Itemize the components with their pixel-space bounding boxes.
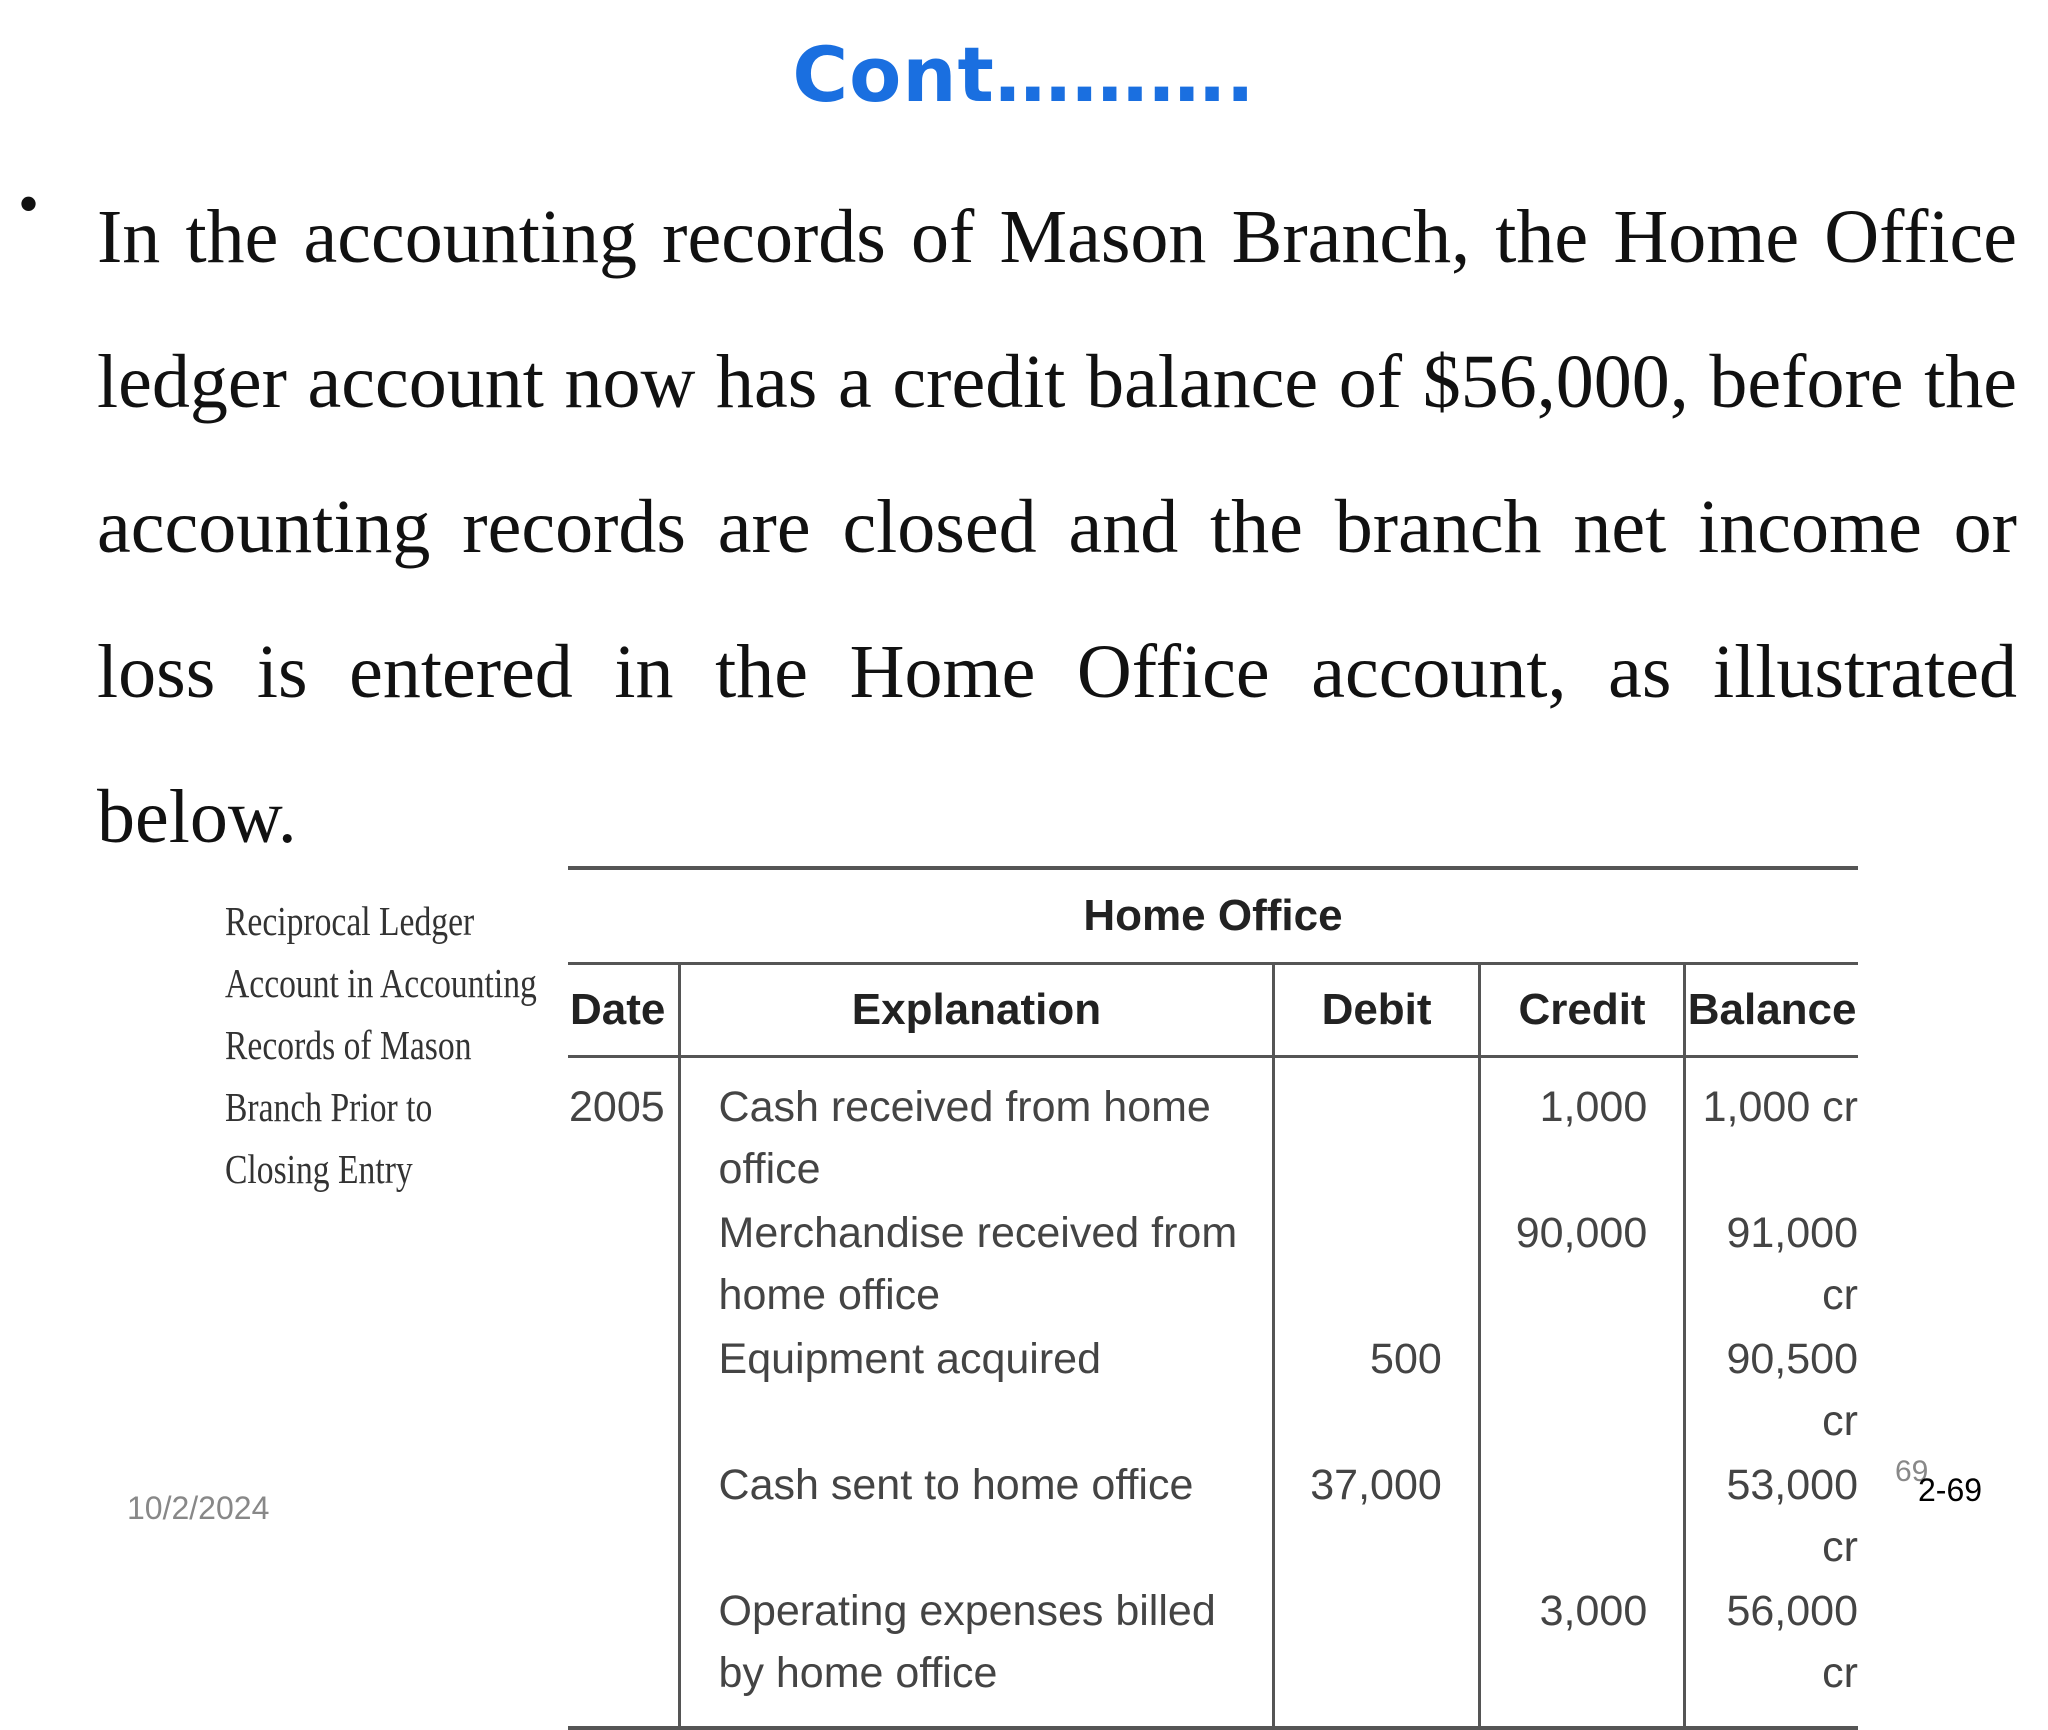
cell-explanation: Operating expenses billed by home office — [679, 1579, 1274, 1726]
cell-credit — [1479, 1453, 1684, 1579]
cell-balance: 56,000 cr — [1726, 1587, 1858, 1697]
header-balance: Balance — [1685, 965, 1858, 1057]
header-date: Date — [568, 965, 679, 1057]
cell-balance: 1,000 cr — [1702, 1083, 1858, 1131]
ledger-table — [568, 965, 1858, 1726]
cell-credit: 3,000 — [1479, 1579, 1684, 1726]
cell-debit — [1274, 1579, 1479, 1726]
cell-debit — [1274, 1057, 1479, 1202]
slide-number: 69 — [1895, 1455, 1929, 1488]
bullet-paragraph: In the accounting records of Mason Branch, the Home Office ledger account now has a credit balance of $56,000, before the accounting records are closed and the branch net income or loss is entered in the Home Office account, as illustrated below. — [97, 195, 2017, 859]
ledger-row — [568, 1327, 1858, 1453]
cell-credit: 1,000 — [1479, 1057, 1684, 1202]
cell-debit — [1274, 1201, 1479, 1327]
cell-date — [568, 1327, 679, 1453]
cell-balance: 53,000 cr — [1726, 1461, 1858, 1571]
cell-date — [568, 1453, 679, 1579]
cell-date — [568, 1201, 679, 1327]
cell-credit — [1479, 1327, 1684, 1453]
footer-date: 10/2/2024 — [127, 1490, 270, 1526]
cell-date — [568, 1579, 679, 1726]
cell-explanation: Merchandise received from home office — [679, 1201, 1274, 1327]
ledger-title: Home Office — [1083, 891, 1343, 940]
caption-line: Reciprocal Ledger — [225, 898, 475, 944]
caption-line: Branch Prior to — [225, 1084, 433, 1130]
bullet-marker: • — [18, 171, 40, 237]
ledger-row — [568, 1453, 1858, 1579]
cell-explanation: Equipment acquired — [679, 1327, 1274, 1453]
header-credit: Credit — [1479, 965, 1684, 1057]
cell-date: 2005 — [568, 1057, 679, 1202]
header-explanation: Explanation — [679, 965, 1274, 1057]
cell-explanation: Cash received from home office — [679, 1057, 1274, 1202]
cell-debit: 500 — [1274, 1327, 1479, 1453]
cell-balance: 90,500 cr — [1726, 1335, 1858, 1445]
cell-balance: 91,000 cr — [1726, 1209, 1858, 1319]
ledger-header-row — [568, 965, 1858, 1057]
ledger-bottom-rule — [568, 1726, 1858, 1730]
home-office-ledger — [568, 866, 1858, 1730]
caption-line: Records of Mason — [225, 1022, 472, 1068]
ledger-caption — [225, 890, 537, 1200]
cell-credit: 90,000 — [1479, 1201, 1684, 1327]
header-debit: Debit — [1274, 965, 1479, 1057]
cell-explanation: Cash sent to home office — [679, 1453, 1274, 1579]
ledger-row — [568, 1057, 1858, 1202]
slide-title: Cont………. — [792, 30, 1256, 119]
cell-debit: 37,000 — [1274, 1453, 1479, 1579]
caption-line: Closing Entry — [225, 1146, 413, 1192]
caption-line: Account in Accounting — [225, 960, 537, 1006]
page-label: 2-69 — [1918, 1472, 1983, 1508]
ledger-row — [568, 1201, 1858, 1327]
ledger-row — [568, 1579, 1858, 1726]
